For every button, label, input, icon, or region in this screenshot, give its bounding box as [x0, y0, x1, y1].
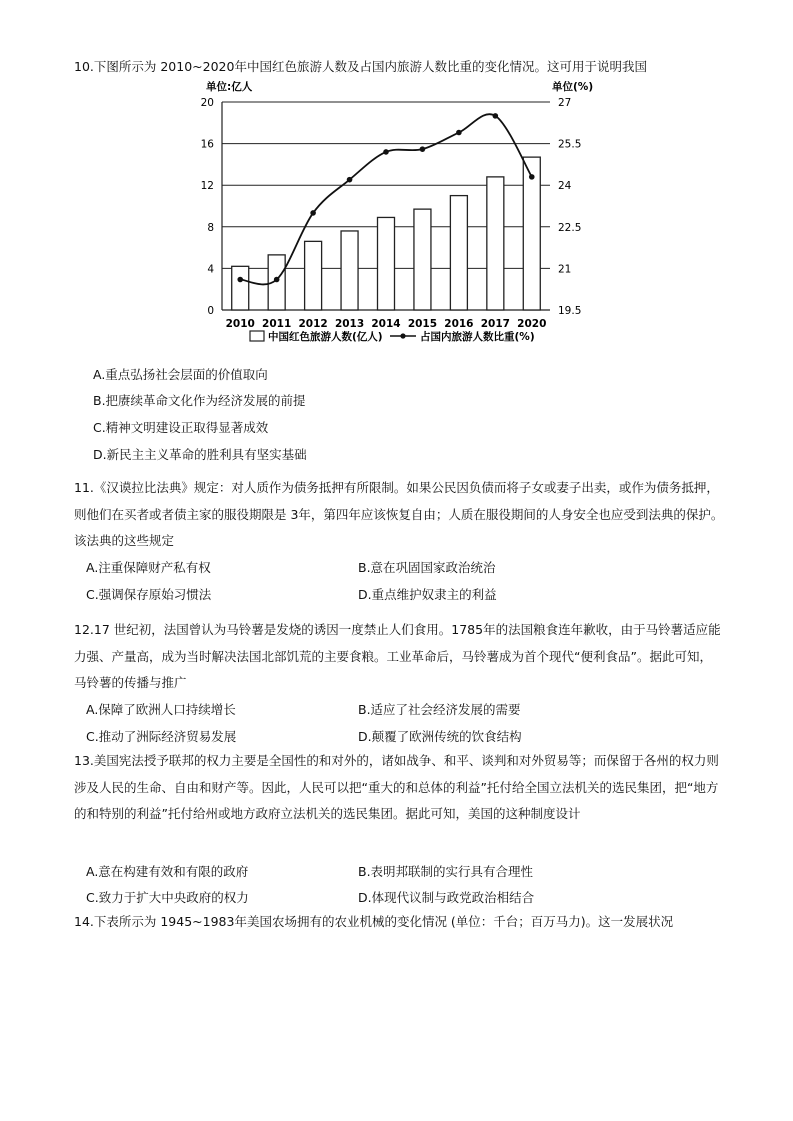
red-tourism-chart: [190, 78, 594, 353]
legend-bar-swatch: [250, 331, 264, 341]
line-point: [237, 277, 243, 283]
q10-option-b: B.把赓续革命文化作为经济发展的前提: [93, 393, 306, 408]
legend-bar-label: 中国红色旅游人数(亿人): [268, 331, 383, 343]
question-14-stem: 14.下表所示为 1945~1983年美国农场拥有的农业机械的变化情况 (单位：千台；百万马力)。这一发展状况: [74, 914, 674, 929]
q13-option-a: A.意在构建有效和有限的政府: [86, 864, 249, 879]
x-tick-label: 2017: [480, 318, 510, 330]
line-point: [456, 130, 462, 136]
question-11-stem: 11.《汉谟拉比法典》规定：对人质作为债务抵押有所限制。如果公民因负债而将子女或妻子出卖，或作为债务抵押，则他们在买者或者债主家的服役期限是 3年，第四年应该恢复自由；人质在服役期间的人身安全也应受到法典的保护。该法典的这些规定: [74, 480, 724, 548]
q10-option-d: D.新民主主义革命的胜利具有坚实基础: [93, 447, 307, 462]
x-tick-label: 2012: [298, 318, 328, 330]
y-right-tick-label: 19.5: [558, 305, 582, 317]
q11-option-b: B.意在巩固国家政治统治: [358, 560, 496, 575]
q11-option-a: A.注重保障财产私有权: [86, 560, 211, 575]
bar: [414, 209, 431, 310]
bar: [305, 241, 322, 310]
x-tick-label: 2016: [444, 318, 474, 330]
y-right-tick-label: 27: [558, 97, 572, 109]
q10-option-a: A.重点弘扬社会层面的价值取向: [93, 367, 268, 382]
bar: [487, 177, 504, 310]
line-point: [420, 146, 426, 152]
q11-option-d: D.重点维护奴隶主的利益: [358, 587, 497, 602]
y-left-tick-label: 4: [207, 263, 214, 276]
question-13-stem: 13.美国宪法授予联邦的权力主要是全国性的和对外的，诸如战争、和平、谈判和对外贸易等；而保留于各州的权力则涉及人民的生命、自由和财产等。因此，人民可以把“重大的和总体的利益”托付给全国立法机关的选民集团，把“地方的和特别的利益”托付给州或地方政府立法机关的选民集团。据此可知，美国的这种制度设计: [74, 753, 719, 821]
bar: [232, 266, 249, 310]
line-point: [347, 177, 353, 183]
line-point: [493, 113, 499, 119]
y-left-tick-label: 12: [200, 180, 214, 193]
q12-option-d: D.颠覆了欧洲传统的饮食结构: [358, 729, 522, 744]
q13-option-c: C.致力于扩大中央政府的权力: [86, 890, 249, 905]
y-right-tick-label: 25.5: [558, 138, 582, 151]
question-12-stem: 12.17 世纪初，法国曾认为马铃薯是发烧的诱因一度禁止人们食用。1785年的法国粮食连年歉收，由于马铃薯适应能力强、产量高，成为当时解决法国北部饥荒的主要食粮。工业革命后，马铃薯成为首个现代“便利食品”。据此可知，马铃薯的传播与推广: [74, 622, 721, 690]
q10-option-c: C.精神文明建设正取得显著成效: [93, 420, 269, 435]
y-left-tick-label: 20: [200, 97, 214, 109]
x-tick-label: 2014: [371, 318, 401, 330]
line-point: [383, 149, 389, 155]
y-left-tick-label: 8: [207, 221, 214, 234]
x-tick-label: 2015: [407, 318, 438, 330]
x-tick-label: 2020: [517, 318, 547, 330]
y-left-tick-label: 16: [200, 138, 214, 151]
x-tick-label: 2011: [262, 318, 292, 330]
q12-option-a: A.保障了欧洲人口持续增长: [86, 702, 236, 717]
q12-option-c: C.推动了洲际经济贸易发展: [86, 729, 237, 744]
x-tick-label: 2013: [334, 318, 365, 330]
x-tick-label: 2010: [225, 318, 255, 330]
line-point: [274, 277, 280, 283]
chart-svg: [190, 78, 594, 353]
q13-option-d: D.体现代议制与政党政治相结合: [358, 890, 535, 905]
question-10-stem: 10.下图所示为 2010~2020年中国红色旅游人数及占国内旅游人数比重的变化情况。这可用于说明我国: [74, 59, 647, 74]
y-right-tick-label: 21: [558, 263, 572, 276]
bar: [450, 196, 467, 310]
q12-option-b: B.适应了社会经济发展的需要: [358, 702, 521, 717]
y-right-tick-label: 24: [558, 180, 572, 193]
y-left-unit-label: 单位:亿人: [206, 81, 253, 93]
legend-line-marker: [400, 333, 405, 338]
line-point: [529, 174, 535, 180]
bar: [341, 231, 358, 310]
y-right-unit-label: 单位(%): [552, 81, 594, 93]
q13-option-b: B.表明邦联制的实行具有合理性: [358, 864, 534, 879]
legend-line-label: 占国内旅游人数比重(%): [420, 331, 535, 343]
y-right-tick-label: 22.5: [558, 221, 582, 234]
bar: [378, 217, 395, 310]
bar: [523, 157, 540, 310]
q11-option-c: C.强调保存原始习惯法: [86, 587, 212, 602]
y-left-tick-label: 0: [207, 305, 214, 317]
line-point: [310, 210, 316, 216]
